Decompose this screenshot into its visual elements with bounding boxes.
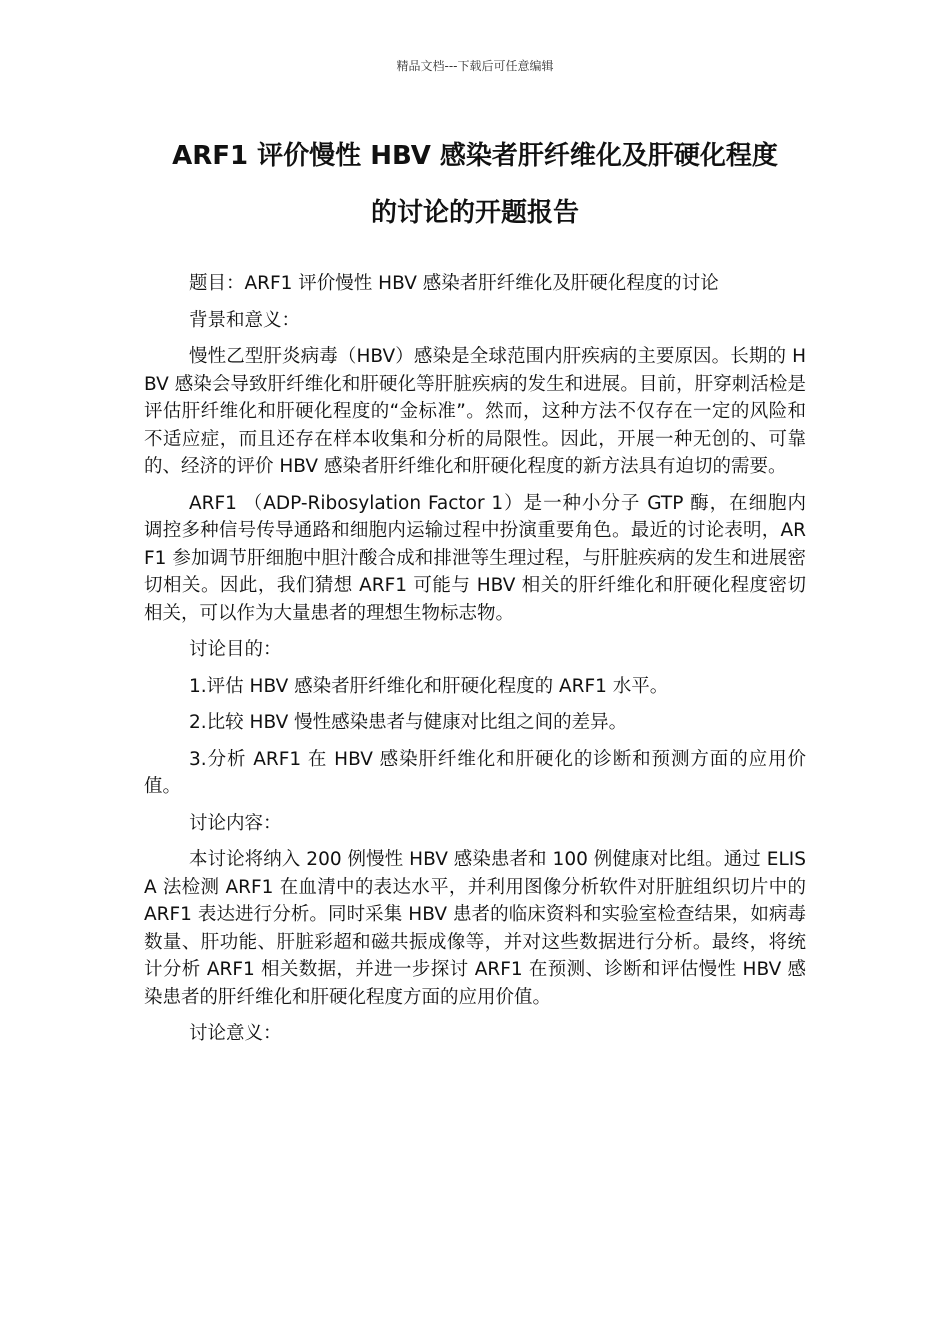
document-title-line-1: ARF1 评价慢性 HBV 感染者肝纤维化及肝硬化程度 bbox=[172, 141, 778, 171]
document-title-line-2: 的讨论的开题报告 bbox=[370, 198, 579, 228]
background-paragraph-2: ARF1 （ADP-Ribosylation Factor 1）是一种小分子 GTP 酶，在细胞内调控多种信号传导通路和细胞内运输过程中扮演重要角色。最近的讨论表明，ARF1 参加调节肝细胞中胆汁酸合成和排泄等生理过程，与肝脏疾病的发生和进展密切相关。因此，我们猜想 ARF1 可能与 HBV 相关的肝纤维化和肝硬化程度密切相关，可以作为大量患者的理想生物标志物。 bbox=[144, 492, 806, 624]
section-heading-background: 背景和意义： bbox=[189, 309, 301, 331]
objective-item-3: 3.分析 ARF1 在 HBV 感染肝纤维化和肝硬化的诊断和预测方面的应用价值。 bbox=[144, 748, 806, 797]
document-body bbox=[144, 270, 806, 1057]
header-note: 精品文档---下载后可任意编辑 bbox=[396, 59, 554, 73]
objective-item-2: 2.比较 HBV 慢性感染患者与健康对比组之间的差异。 bbox=[189, 712, 628, 733]
section-heading-objectives: 讨论目的： bbox=[189, 639, 282, 660]
section-heading-significance: 讨论意义： bbox=[189, 1023, 282, 1044]
topic-paragraph: 题目：ARF1 评价慢性 HBV 感染者肝纤维化及肝硬化程度的讨论 bbox=[189, 273, 719, 294]
background-paragraph-1: 慢性乙型肝炎病毒（HBV）感染是全球范围内肝疾病的主要原因。长期的 HBV 感染会导致肝纤维化和肝硬化等肝脏疾病的发生和进展。目前，肝穿刺活检是评估肝纤维化和肝硬化程度的“金标准”。然而，这种方法不仅存在一定的风险和不适应症，而且还存在样本收集和分析的局限性。因此，开展一种无创的、可靠的、经济的评价 HBV 感染者肝纤维化和肝硬化程度的新方法具有迫切的需要。 bbox=[144, 346, 806, 477]
objective-item-1: 1.评估 HBV 感染者肝纤维化和肝硬化程度的 ARF1 水平。 bbox=[189, 675, 669, 697]
content-paragraph: 本讨论将纳入 200 例慢性 HBV 感染患者和 100 例健康对比组。通过 ELISA 法检测 ARF1 在血清中的表达水平，并利用图像分析软件对肝脏组织切片中的 ARF1 表达进行分析。同时采集 HBV 患者的临床资料和实验室检查结果，如病毒数量、肝功能、肝脏彩超和磁共振成像等，并对这些数据进行分析。最终，将统计分析 ARF1 相关数据，并进一步探讨 ARF1 在预测、诊断和评估慢性 HBV 感染患者的肝纤维化和肝硬化程度方面的应用价值。 bbox=[144, 849, 806, 1008]
section-heading-content: 讨论内容： bbox=[189, 812, 282, 834]
